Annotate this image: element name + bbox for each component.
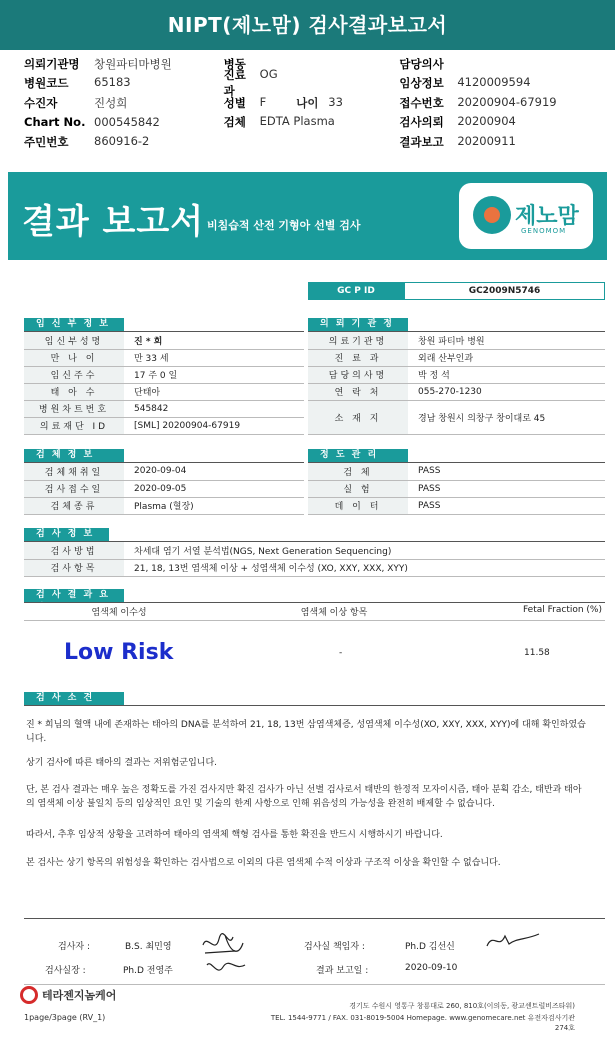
table-row bbox=[24, 349, 304, 366]
field-value: 차세대 염기 서열 분석법(NGS, Next Generation Sequencing) bbox=[124, 542, 605, 559]
table-row bbox=[24, 542, 605, 559]
field-value: [SML] 20200904-67919 bbox=[124, 417, 304, 434]
clinical-label: 임상정보 bbox=[399, 76, 444, 91]
institution-table bbox=[308, 332, 605, 435]
ward-label: 병동 bbox=[223, 56, 246, 71]
field-label: 실 험 bbox=[308, 480, 408, 497]
result-fetal-fraction: 11.58 bbox=[524, 648, 550, 658]
col-aneuploidy: 염색체 이수성 bbox=[91, 608, 147, 618]
qc-table bbox=[308, 463, 605, 515]
opinion-paragraph: 따라서, 추후 임상적 상황을 고려하여 태아의 염색체 핵형 검사를 통한 확진을 반드시 시행하시기 바랍니다. bbox=[26, 830, 443, 840]
field-label: 병원차트번호 bbox=[24, 400, 124, 417]
table-row bbox=[24, 332, 304, 349]
tester-name: B.S. 최민영 bbox=[125, 942, 172, 952]
hospital-code-label: 병원코드 bbox=[24, 76, 69, 91]
field-value: 박 정 석 bbox=[408, 366, 605, 383]
field-label: 임신부성명 bbox=[24, 332, 124, 349]
field-label: 의료재단 ID bbox=[24, 417, 124, 434]
field-label: 검체종류 bbox=[24, 497, 124, 514]
opinion-paragraph: 상기 검사에 따른 태아의 결과는 저위험군입니다. bbox=[26, 758, 218, 768]
field-label: 검사접수일 bbox=[24, 480, 124, 497]
field-value: PASS bbox=[408, 463, 605, 480]
logo-text: 제노맘 bbox=[515, 204, 579, 229]
field-value: 외래 산부인과 bbox=[408, 349, 605, 366]
opinion-paragraph: 단, 본 검사 결과는 매우 높은 정확도를 가진 검사지만 확진 검사가 아닌 선별 검사로서 태반의 한정적 모자이시즘, 태아 분획 감소, 태반과 태아의 염색체 이상 불일치 등의 임상적인 요인 및 기술의 한계 사항으로 인해 위음성의 가능성을 완전히 배제할 수 없습니다. bbox=[26, 785, 582, 809]
director-name: Ph.D 전영주 bbox=[123, 966, 173, 976]
company-logo bbox=[20, 986, 116, 1004]
field-value: 경남 창원시 의창구 창이대로 45 bbox=[408, 400, 605, 434]
field-value: 창원 파티마 병원 bbox=[408, 332, 605, 349]
doctor-label: 담당의사 bbox=[399, 56, 444, 71]
lead-label: 검사실 책임자 : bbox=[304, 942, 365, 952]
rrn-value: 860916-2 bbox=[94, 133, 150, 148]
chart-label: Chart No. bbox=[24, 115, 86, 130]
age-label: 나이 bbox=[296, 95, 319, 110]
table-row bbox=[24, 383, 304, 400]
chart-value: 000545842 bbox=[94, 115, 160, 130]
table-row bbox=[24, 366, 304, 383]
header-divider bbox=[24, 620, 605, 621]
table-row bbox=[308, 480, 605, 497]
report-subtitle: 비침습적 산전 기형아 선별 검사 bbox=[207, 219, 361, 232]
field-value: 2020-09-04 bbox=[124, 463, 304, 480]
field-label: 검사방법 bbox=[24, 542, 124, 559]
field-label: 의료기관명 bbox=[308, 332, 408, 349]
table-row bbox=[308, 332, 605, 349]
sex-label: 성별 bbox=[223, 95, 246, 110]
table-row bbox=[24, 497, 304, 514]
section-pregnant: 임 신 부 정 보 bbox=[24, 318, 124, 331]
age-value: 33 bbox=[328, 94, 343, 109]
field-label: 임신주수 bbox=[24, 366, 124, 383]
specimen-label: 검체 bbox=[223, 115, 246, 130]
table-row bbox=[308, 366, 605, 383]
field-value: 만 33 세 bbox=[124, 349, 304, 366]
col-abnormal: 염색체 이상 항목 bbox=[300, 608, 368, 618]
report-banner bbox=[8, 172, 607, 260]
field-label: 검체채취일 bbox=[24, 463, 124, 480]
gcp-id bbox=[308, 282, 605, 300]
result-abnormal: - bbox=[339, 648, 343, 658]
rrn-label: 주민번호 bbox=[24, 134, 69, 149]
company-name: 테라젠지놈케어 bbox=[42, 989, 117, 1002]
patient-value: 진성희 bbox=[94, 95, 128, 110]
field-value: 21, 18, 13번 염색체 이상 + 성염색체 이수성 (XO, XXY, XXX, XYY) bbox=[124, 559, 605, 576]
request-label: 검사의뢰 bbox=[399, 115, 444, 130]
summary-row bbox=[24, 640, 606, 668]
summary-header bbox=[24, 605, 606, 618]
result-risk: Low Risk bbox=[64, 640, 174, 665]
section-test: 검 사 정 보 bbox=[24, 528, 109, 541]
section-divider bbox=[24, 602, 605, 603]
clinical-value: 4120009594 bbox=[457, 75, 531, 90]
date-label: 결과 보고일 : bbox=[316, 966, 369, 976]
genomom-logo-icon bbox=[473, 196, 511, 234]
field-label: 검사항목 bbox=[24, 559, 124, 576]
table-row bbox=[308, 400, 605, 434]
field-label: 연 락 처 bbox=[308, 383, 408, 400]
section-opinion: 검 사 소 견 bbox=[24, 692, 124, 705]
table-row bbox=[24, 417, 304, 434]
gcp-id-value: GC2009N5746 bbox=[404, 282, 605, 300]
logo-subtext: GENOMOM bbox=[521, 227, 567, 235]
pregnant-table bbox=[24, 332, 304, 435]
field-value: 단태아 bbox=[124, 383, 304, 400]
institution-value: 창원파티마병원 bbox=[94, 56, 172, 71]
field-value: 17 주 0 일 bbox=[124, 366, 304, 383]
dept-value: OG bbox=[259, 67, 278, 82]
opinion-paragraph: 본 검사는 상기 항목의 위험성을 확인하는 검사법으로 이외의 다른 염색체 수적 이상과 구조적 이상을 확인할 수 없습니다. bbox=[26, 858, 501, 868]
dept-label: 진료과 bbox=[223, 68, 246, 99]
field-label: 태 아 수 bbox=[24, 383, 124, 400]
hospital-code-value: 65183 bbox=[94, 75, 131, 90]
report-date-label: 결과보고 bbox=[399, 134, 444, 149]
opinion-paragraph: 진 * 희님의 혈액 내에 존재하는 태아의 DNA를 분석하여 21, 18, 13번 삼염색체증, 성염색체 이수성(XO, XXY, XXX, XYY)에 대해 확인하였습니다. bbox=[26, 720, 586, 744]
field-value: 545842 bbox=[124, 400, 304, 417]
field-label: 소 재 지 bbox=[308, 400, 408, 434]
sex-value: F bbox=[259, 94, 267, 109]
request-value: 20200904 bbox=[457, 114, 516, 129]
field-value: 2020-09-05 bbox=[124, 480, 304, 497]
field-value: Plasma (혈장) bbox=[124, 497, 304, 514]
table-row bbox=[24, 400, 304, 417]
company-logo-icon bbox=[20, 986, 38, 1004]
lead-name: Ph.D 김선신 bbox=[405, 942, 455, 952]
institution-label: 의뢰기관명 bbox=[24, 56, 80, 71]
footer-divider bbox=[24, 984, 605, 985]
tester-label: 검사자 : bbox=[58, 942, 90, 952]
section-qc: 정 도 관 리 bbox=[308, 449, 408, 462]
genomom-logo bbox=[459, 183, 593, 249]
test-table bbox=[24, 542, 605, 577]
signature-divider bbox=[24, 918, 605, 919]
table-row bbox=[24, 559, 605, 576]
section-specimen: 검 체 정 보 bbox=[24, 449, 124, 462]
field-label: 진 료 과 bbox=[308, 349, 408, 366]
specimen-table bbox=[24, 463, 304, 515]
field-value: 진 * 희 bbox=[124, 332, 304, 349]
table-row bbox=[308, 383, 605, 400]
section-summary: 검 사 결 과 요 약 bbox=[24, 589, 124, 602]
section-divider bbox=[24, 705, 605, 706]
document-title: NIPT(제노맘) 검사결과보고서 bbox=[0, 0, 615, 50]
field-label: 만 나 이 bbox=[24, 349, 124, 366]
field-label: 데 이 터 bbox=[308, 497, 408, 514]
gcp-id-label: GC P ID bbox=[308, 282, 404, 300]
tester-signature-icon bbox=[195, 925, 250, 983]
table-row bbox=[308, 497, 605, 514]
receipt-label: 접수번호 bbox=[399, 95, 444, 110]
table-row bbox=[308, 463, 605, 480]
report-date-value: 20200911 bbox=[457, 133, 516, 148]
table-row bbox=[308, 349, 605, 366]
director-label: 검사실장 : bbox=[45, 966, 86, 976]
page-number: 1page/3page (RV_1) bbox=[24, 1013, 106, 1022]
field-label: 담당의사명 bbox=[308, 366, 408, 383]
field-value: 055-270-1230 bbox=[408, 383, 605, 400]
specimen-value: EDTA Plasma bbox=[259, 114, 335, 129]
request-header bbox=[24, 54, 599, 152]
receipt-value: 20200904-67919 bbox=[457, 94, 557, 109]
field-value: PASS bbox=[408, 480, 605, 497]
field-value: PASS bbox=[408, 497, 605, 514]
table-row bbox=[24, 480, 304, 497]
col-fetal-fraction: Fetal Fraction (%) bbox=[523, 605, 602, 615]
section-institution: 의 뢰 기 관 정 bbox=[308, 318, 408, 331]
report-title: 결과 보고서 bbox=[22, 202, 205, 242]
date-value: 2020-09-10 bbox=[405, 963, 458, 973]
footer-contact: TEL. 1544-9771 / FAX. 031-8019-5004 Homepage. www.genomecare.net 유전자검사기관 274호 bbox=[270, 1014, 575, 1032]
footer-address: 경기도 수원시 영통구 창룡대로 260, 810호(이의동, 광교센트럴비즈타워) bbox=[349, 1002, 575, 1010]
patient-label: 수진자 bbox=[24, 95, 58, 110]
lead-signature-icon bbox=[483, 928, 543, 950]
field-label: 검 체 bbox=[308, 463, 408, 480]
table-row bbox=[24, 463, 304, 480]
